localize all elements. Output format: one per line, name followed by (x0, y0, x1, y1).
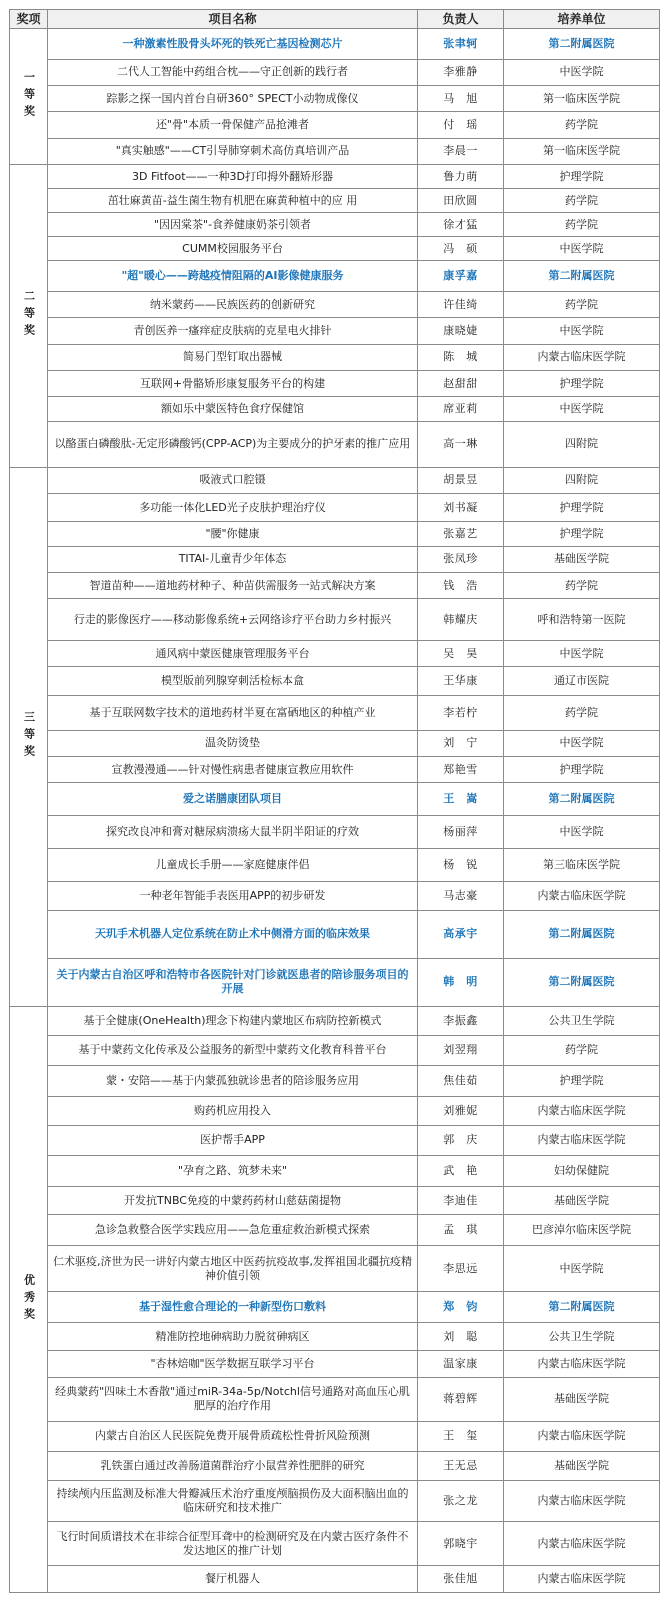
project-name-cell: 基于中蒙药文化传承及公益服务的新型中蒙药文化教育科普平台 (48, 1035, 418, 1066)
leader-cell: 焦佳茹 (418, 1066, 504, 1097)
unit-cell: 公共卫生学院 (504, 1322, 660, 1351)
leader-cell: 李晨一 (418, 138, 504, 164)
leader-cell: 付 瑶 (418, 112, 504, 138)
unit-cell: 第三临床医学院 (504, 849, 660, 882)
table-body (10, 29, 660, 1593)
unit-cell: 药学院 (504, 1035, 660, 1066)
leader-cell: 冯 硕 (418, 237, 504, 261)
table-row (10, 261, 660, 292)
leader-cell: 杨丽萍 (418, 816, 504, 849)
project-name-cell: 模型版前列腺穿刺活检标本盒 (48, 667, 418, 696)
leader-cell: 陈 城 (418, 344, 504, 370)
table-row (10, 29, 660, 60)
header-leader: 负责人 (418, 10, 504, 29)
project-name-cell: 餐厅机器人 (48, 1566, 418, 1593)
unit-cell: 药学院 (504, 112, 660, 138)
table-row (10, 237, 660, 261)
table-row (10, 1215, 660, 1246)
project-name-cell: CUMM校园服务平台 (48, 237, 418, 261)
unit-cell: 四附院 (504, 467, 660, 493)
table-row (10, 86, 660, 112)
unit-cell: 第二附属医院 (504, 261, 660, 292)
leader-cell: 韩耀庆 (418, 599, 504, 641)
project-name-cell: 行走的影像医疗——移动影像系统+云网络诊疗平台助力乡村振兴 (48, 599, 418, 641)
table-row (10, 1351, 660, 1377)
leader-cell: 马 旭 (418, 86, 504, 112)
leader-cell: 许佳绮 (418, 292, 504, 318)
leader-cell: 王无忌 (418, 1452, 504, 1481)
leader-cell: 温家康 (418, 1351, 504, 1377)
table-row (10, 1125, 660, 1156)
unit-cell: 中医学院 (504, 640, 660, 666)
award-level-label: 一等奖 (22, 70, 36, 122)
table-row (10, 318, 660, 344)
header-award: 奖项 (10, 10, 48, 29)
unit-cell: 药学院 (504, 189, 660, 213)
project-name-cell: 医护帮手APP (48, 1125, 418, 1156)
project-name-cell: 温灸防烫垫 (48, 730, 418, 756)
table-row (10, 1066, 660, 1097)
unit-cell: 中医学院 (504, 237, 660, 261)
unit-cell: 呼和浩特第一医院 (504, 599, 660, 641)
leader-cell: 张佳旭 (418, 1566, 504, 1593)
unit-cell: 基础医学院 (504, 1377, 660, 1421)
unit-cell: 药学院 (504, 572, 660, 598)
leader-cell: 韩 明 (418, 958, 504, 1006)
unit-cell: 第二附属医院 (504, 958, 660, 1006)
leader-cell: 赵甜甜 (418, 371, 504, 397)
project-name-cell: 蒙・安陪——基于内蒙孤独就诊患者的陪诊服务应用 (48, 1066, 418, 1097)
header-project: 项目名称 (48, 10, 418, 29)
leader-cell: 李振鑫 (418, 1007, 504, 1036)
unit-cell: 内蒙古临床医学院 (504, 1522, 660, 1566)
project-name-cell: 多功能一体化LED光子皮肤护理治疗仪 (48, 493, 418, 522)
table-row (10, 59, 660, 85)
table-row (10, 1007, 660, 1036)
leader-cell: 高承宇 (418, 910, 504, 958)
unit-cell: 护理学院 (504, 1066, 660, 1097)
table-row (10, 1377, 660, 1421)
leader-cell: 田欣圆 (418, 189, 504, 213)
leader-cell: 张嘉艺 (418, 522, 504, 546)
unit-cell: 公共卫生学院 (504, 1007, 660, 1036)
project-name-cell: 踪影之探一国内首台自研360° SPECT小动物成像仪 (48, 86, 418, 112)
unit-cell: 中医学院 (504, 1246, 660, 1292)
project-name-cell: 持续颅内压监测及标准大骨瓣减压术治疗重度颅脑损伤及大面积脑出血的临床研究和技术推广 (48, 1480, 418, 1522)
table-header-row (10, 10, 660, 29)
project-name-cell: TITAI-儿童青少年体态 (48, 546, 418, 572)
leader-cell: 武 艳 (418, 1156, 504, 1187)
project-name-cell: 还"骨"本质一骨保健产品抢滩者 (48, 112, 418, 138)
table-row (10, 467, 660, 493)
table-row (10, 371, 660, 397)
table-row (10, 849, 660, 882)
table-row (10, 910, 660, 958)
project-name-cell: 购药机应用投入 (48, 1097, 418, 1126)
leader-cell: 刘 聪 (418, 1322, 504, 1351)
project-name-cell: "杏林焙咖"医学数据互联学习平台 (48, 1351, 418, 1377)
unit-cell: 第二附属医院 (504, 29, 660, 60)
table-row (10, 730, 660, 756)
award-list-table (9, 9, 660, 1593)
unit-cell: 基础医学院 (504, 1452, 660, 1481)
award-level-cell (10, 29, 48, 165)
project-name-cell: 额如乐中蒙医特色食疗保健馆 (48, 397, 418, 421)
project-name-cell: 简易门型钉取出器械 (48, 344, 418, 370)
table-row (10, 882, 660, 911)
table-row (10, 1322, 660, 1351)
project-name-cell: 以酪蛋白磷酸肽-无定形磷酸钙(CPP-ACP)为主要成分的护牙素的推广应用 (48, 421, 418, 467)
table-row (10, 757, 660, 783)
leader-cell: 鲁力萌 (418, 164, 504, 188)
project-name-cell: 天玑手术机器人定位系统在防止术中侧滑方面的临床效果 (48, 910, 418, 958)
unit-cell: 药学院 (504, 292, 660, 318)
table-row (10, 958, 660, 1006)
leader-cell: 郭 庆 (418, 1125, 504, 1156)
table-row (10, 1522, 660, 1566)
leader-cell: 李雅静 (418, 59, 504, 85)
unit-cell: 内蒙古临床医学院 (504, 1125, 660, 1156)
leader-cell: 郑 钧 (418, 1292, 504, 1323)
unit-cell: 药学院 (504, 695, 660, 730)
unit-cell: 护理学院 (504, 522, 660, 546)
unit-cell: 基础医学院 (504, 1186, 660, 1215)
unit-cell: 第一临床医学院 (504, 86, 660, 112)
leader-cell: 张聿轲 (418, 29, 504, 60)
leader-cell: 王 嵩 (418, 783, 504, 816)
project-name-cell: 二代人工智能中药组合枕——守正创新的践行者 (48, 59, 418, 85)
leader-cell: 康孚嘉 (418, 261, 504, 292)
project-name-cell: 青创医养一瘙痒症皮肤病的克星电火排针 (48, 318, 418, 344)
project-name-cell: 乳铁蛋白通过改善肠道菌群治疗小鼠营养性肥胖的研究 (48, 1452, 418, 1481)
table-row (10, 189, 660, 213)
leader-cell: 席亚莉 (418, 397, 504, 421)
table-row (10, 783, 660, 816)
unit-cell: 护理学院 (504, 493, 660, 522)
table-row (10, 493, 660, 522)
unit-cell: 巴彦淖尔临床医学院 (504, 1215, 660, 1246)
table-row (10, 213, 660, 237)
project-name-cell: 一种激素性股骨头坏死的铁死亡基因检测芯片 (48, 29, 418, 60)
unit-cell: 内蒙古临床医学院 (504, 882, 660, 911)
table-row (10, 695, 660, 730)
table-row (10, 1035, 660, 1066)
award-level-label: 优秀奖 (22, 1274, 36, 1326)
unit-cell: 中医学院 (504, 730, 660, 756)
project-name-cell: 纳米蒙药——民族医药的创新研究 (48, 292, 418, 318)
table-row (10, 667, 660, 696)
project-name-cell: 飞行时间质谱技术在非综合征型耳聋中的检测研究及在内蒙古医疗条件不发达地区的推广计划 (48, 1522, 418, 1566)
table-row (10, 164, 660, 188)
leader-cell: 张凤珍 (418, 546, 504, 572)
table-row (10, 1480, 660, 1522)
project-name-cell: 精准防控地砷病助力脱贫砷病区 (48, 1322, 418, 1351)
leader-cell: 钱 浩 (418, 572, 504, 598)
table-row (10, 1292, 660, 1323)
unit-cell: 内蒙古临床医学院 (504, 1480, 660, 1522)
unit-cell: 内蒙古临床医学院 (504, 1421, 660, 1452)
table-row (10, 1186, 660, 1215)
project-name-cell: 经典蒙药"四味土木香散"通过miR-34a-5p/Notchl信号通路对高血压心肌肥厚的治疗作用 (48, 1377, 418, 1421)
project-name-cell: "孕育之路、筑梦未来" (48, 1156, 418, 1187)
award-level-label: 二等奖 (22, 290, 36, 342)
project-name-cell: 爱之诺膳康团队项目 (48, 783, 418, 816)
table-row (10, 112, 660, 138)
leader-cell: 胡景昱 (418, 467, 504, 493)
unit-cell: 内蒙古临床医学院 (504, 344, 660, 370)
unit-cell: 基础医学院 (504, 546, 660, 572)
project-name-cell: 内蒙古自治区人民医院免费开展骨质疏松性骨折风险预测 (48, 1421, 418, 1452)
leader-cell: 刘翌翔 (418, 1035, 504, 1066)
project-name-cell: 基于全健康(OneHealth)理念下构建内蒙地区布病防控新模式 (48, 1007, 418, 1036)
award-level-cell (10, 467, 48, 1006)
table-row (10, 1452, 660, 1481)
project-name-cell: 互联网+骨骼矫形康复服务平台的构建 (48, 371, 418, 397)
unit-cell: 药学院 (504, 213, 660, 237)
table-row (10, 546, 660, 572)
project-name-cell: 急诊急救整合医学实践应用——急危重症救治新模式探索 (48, 1215, 418, 1246)
award-level-cell (10, 164, 48, 467)
leader-cell: 孟 琪 (418, 1215, 504, 1246)
table-row (10, 816, 660, 849)
leader-cell: 李若柠 (418, 695, 504, 730)
award-level-label: 三等奖 (22, 711, 36, 763)
project-name-cell: 基于互联网数字技术的道地药材半夏在富硒地区的种植产业 (48, 695, 418, 730)
project-name-cell: "真实触感"——CT引导肺穿刺术高仿真培训产品 (48, 138, 418, 164)
project-name-cell: 智道苗种——道地药材种子、种苗供需服务一站式解决方案 (48, 572, 418, 598)
table-row (10, 640, 660, 666)
project-name-cell: 吸液式口腔镊 (48, 467, 418, 493)
leader-cell: 郑艳雪 (418, 757, 504, 783)
leader-cell: 刘 宁 (418, 730, 504, 756)
project-name-cell: "超"暖心——跨越疫情阻隔的AI影像健康服务 (48, 261, 418, 292)
table-row (10, 397, 660, 421)
unit-cell: 第一临床医学院 (504, 138, 660, 164)
project-name-cell: 关于内蒙古自治区呼和浩特市各医院针对门诊就医患者的陪诊服务项目的开展 (48, 958, 418, 1006)
unit-cell: 通辽市医院 (504, 667, 660, 696)
project-name-cell: 仁术驱疫,济世为民一讲好内蒙古地区中医药抗疫故事,发挥祖国北疆抗疫精神价值引领 (48, 1246, 418, 1292)
table-row (10, 522, 660, 546)
project-name-cell: 宣教漫漫通——针对慢性病患者健康宣教应用软件 (48, 757, 418, 783)
table-row (10, 138, 660, 164)
unit-cell: 中医学院 (504, 397, 660, 421)
leader-cell: 张之龙 (418, 1480, 504, 1522)
leader-cell: 高一琳 (418, 421, 504, 467)
leader-cell: 蒋碧辉 (418, 1377, 504, 1421)
project-name-cell: 开发抗TNBC免疫的中蒙药药材山慈菇菌提物 (48, 1186, 418, 1215)
table-row (10, 421, 660, 467)
leader-cell: 刘书凝 (418, 493, 504, 522)
table-row (10, 292, 660, 318)
unit-cell: 内蒙古临床医学院 (504, 1351, 660, 1377)
unit-cell: 第二附属医院 (504, 783, 660, 816)
unit-cell: 内蒙古临床医学院 (504, 1097, 660, 1126)
award-level-cell (10, 1007, 48, 1593)
project-name-cell: "因因棠茶"-食养健康奶茶引领者 (48, 213, 418, 237)
leader-cell: 李思远 (418, 1246, 504, 1292)
header-unit: 培养单位 (504, 10, 660, 29)
project-name-cell: "腰"你健康 (48, 522, 418, 546)
table-row (10, 344, 660, 370)
unit-cell: 第二附属医院 (504, 910, 660, 958)
table-row (10, 1421, 660, 1452)
unit-cell: 护理学院 (504, 371, 660, 397)
unit-cell: 妇幼保健院 (504, 1156, 660, 1187)
table-row (10, 599, 660, 641)
unit-cell: 四附院 (504, 421, 660, 467)
leader-cell: 王 玺 (418, 1421, 504, 1452)
project-name-cell: 3D Fitfoot——一种3D打印拇外翻矫形器 (48, 164, 418, 188)
leader-cell: 王华康 (418, 667, 504, 696)
table-row (10, 1246, 660, 1292)
unit-cell: 内蒙古临床医学院 (504, 1566, 660, 1593)
leader-cell: 刘雅妮 (418, 1097, 504, 1126)
table-row (10, 1566, 660, 1593)
unit-cell: 护理学院 (504, 164, 660, 188)
unit-cell: 中医学院 (504, 59, 660, 85)
table-row (10, 1097, 660, 1126)
project-name-cell: 茁壮麻黄苗-益生菌生物有机肥在麻黄种植中的应 用 (48, 189, 418, 213)
leader-cell: 李迪佳 (418, 1186, 504, 1215)
project-name-cell: 探究改良冲和膏对糖尿病溃疡大鼠半阴半阳证的疗效 (48, 816, 418, 849)
unit-cell: 第二附属医院 (504, 1292, 660, 1323)
table-row (10, 1156, 660, 1187)
project-name-cell: 基于湿性愈合理论的一种新型伤口敷料 (48, 1292, 418, 1323)
project-name-cell: 一种老年智能手表医用APP的初步研发 (48, 882, 418, 911)
project-name-cell: 儿童成长手册——家庭健康伴侣 (48, 849, 418, 882)
table-row (10, 572, 660, 598)
leader-cell: 郭晓宇 (418, 1522, 504, 1566)
leader-cell: 杨 锐 (418, 849, 504, 882)
unit-cell: 护理学院 (504, 757, 660, 783)
unit-cell: 中医学院 (504, 318, 660, 344)
leader-cell: 吴 昊 (418, 640, 504, 666)
unit-cell: 中医学院 (504, 816, 660, 849)
leader-cell: 康晓婕 (418, 318, 504, 344)
leader-cell: 徐才猛 (418, 213, 504, 237)
leader-cell: 马志豪 (418, 882, 504, 911)
project-name-cell: 通风病中蒙医健康管理服务平台 (48, 640, 418, 666)
